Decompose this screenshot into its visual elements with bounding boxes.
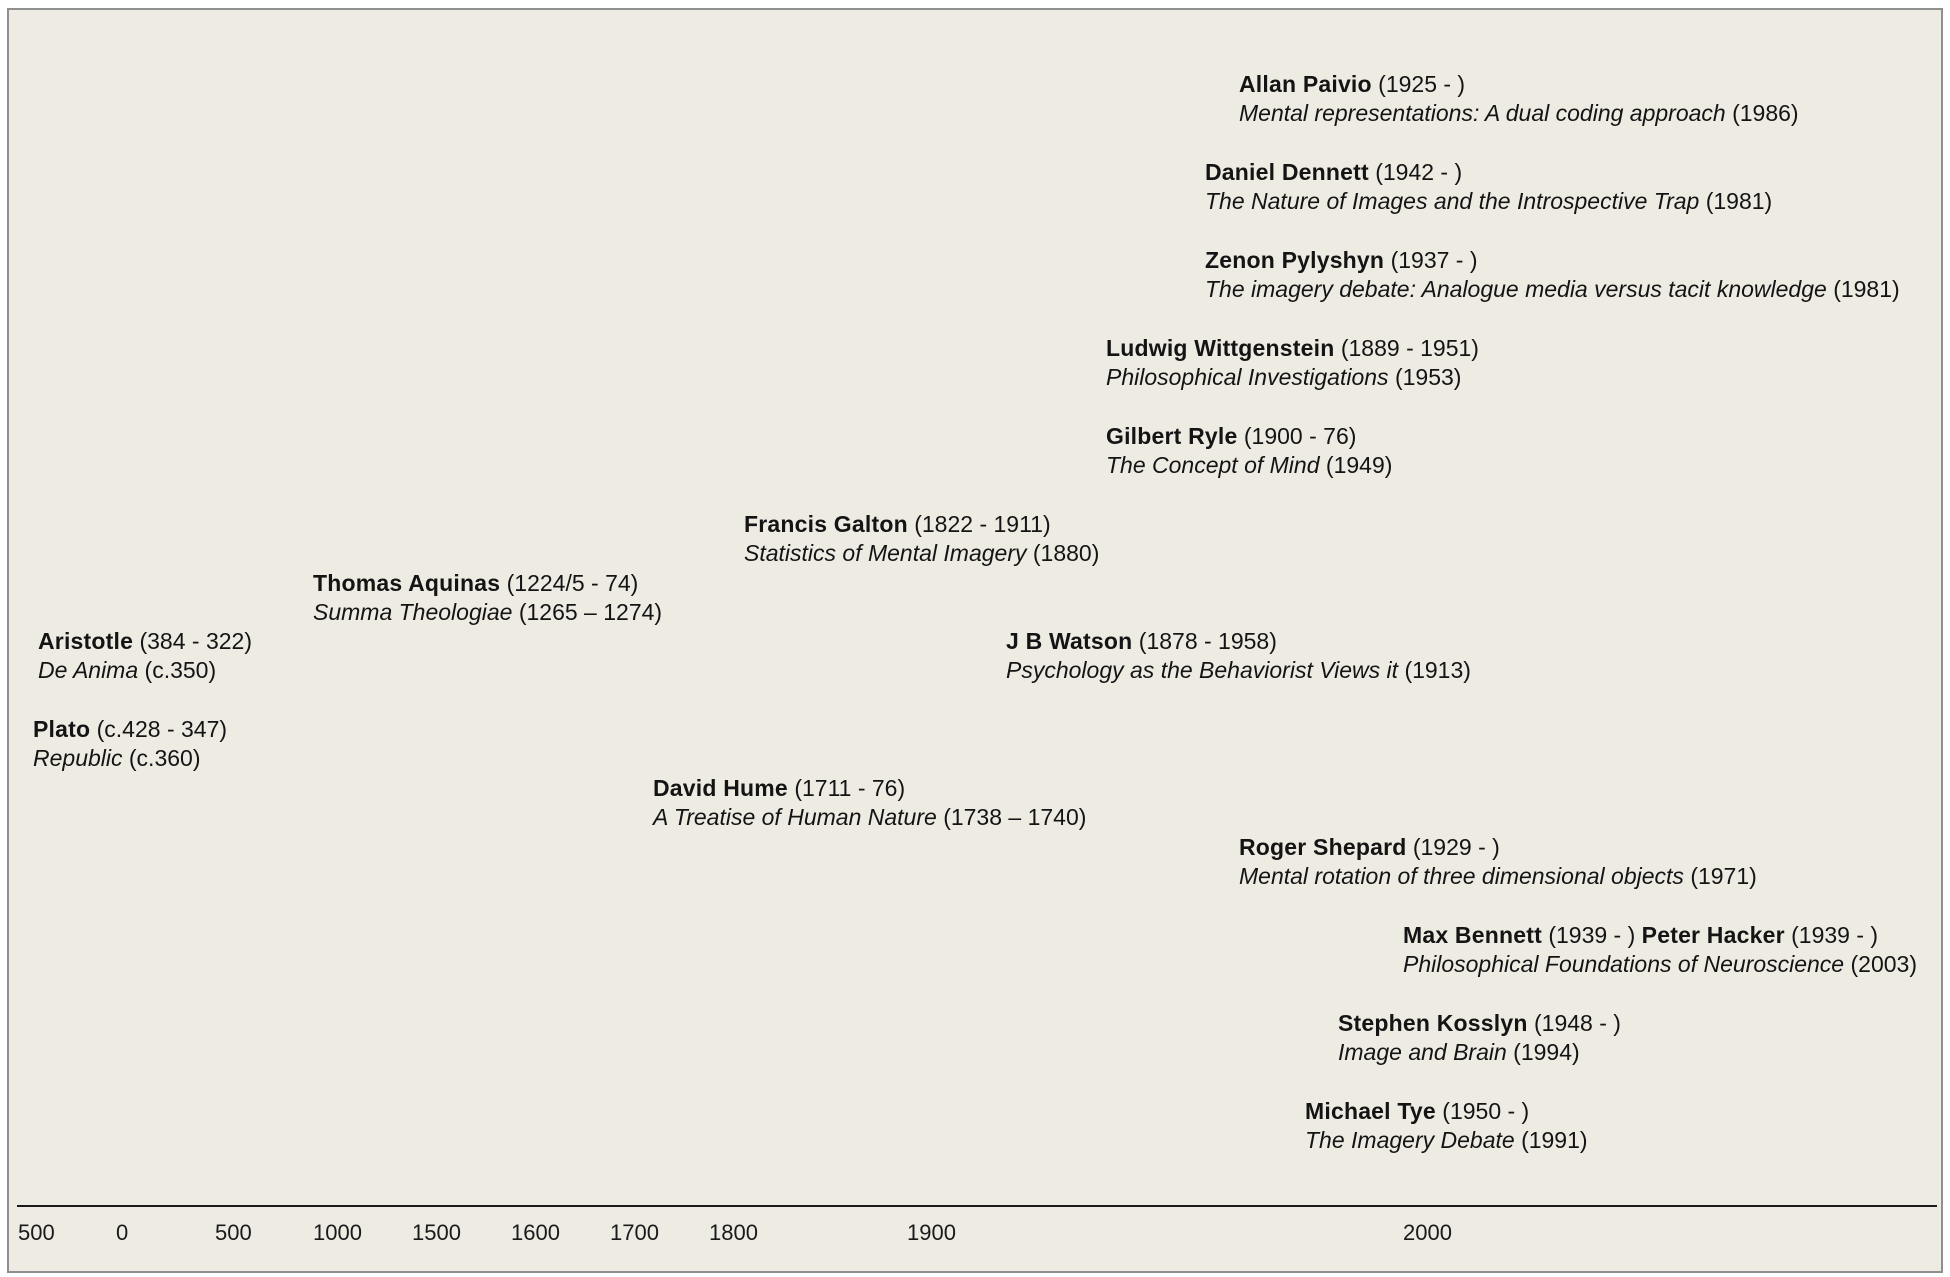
entry-wittgenstein (1106, 334, 1479, 392)
person-dates: (1900 - 76) (1243, 423, 1357, 449)
axis-tick-label: 1700 (610, 1220, 659, 1245)
entry-hume (653, 774, 1086, 832)
entry-paivio (1239, 70, 1799, 128)
person-dates: (1224/5 - 74) (506, 570, 639, 596)
work-year: (1953) (1394, 364, 1462, 390)
work-title: Statistics of Mental Imagery (744, 540, 1027, 566)
person-dates: (384 - 322) (139, 628, 252, 654)
person-name: Plato (33, 716, 91, 742)
work-title: Philosophical Investigations (1106, 364, 1389, 390)
work-year: (1986) (1732, 100, 1799, 126)
work-title: Mental representations: A dual coding approach (1239, 100, 1726, 126)
entry-aquinas (313, 569, 662, 627)
work-year: (1991) (1521, 1127, 1588, 1153)
person-dates: (1925 - ) (1378, 71, 1466, 97)
work-title: Summa Theologiae (313, 599, 513, 625)
person-dates: (1939 - ) (1548, 922, 1636, 948)
entry-shepard (1239, 833, 1757, 891)
entry-bennett-hacker (1403, 921, 1917, 979)
work-title: The imagery debate: Analogue media versus tacit knowledge (1205, 276, 1827, 302)
work-year: (1981) (1833, 276, 1900, 302)
work-title: The Nature of Images and the Introspective Trap (1205, 188, 1700, 214)
work-title: Philosophical Foundations of Neuroscience (1403, 951, 1845, 977)
person-name: Zenon Pylyshyn (1205, 247, 1385, 273)
entry-plato (33, 715, 227, 773)
person-name: Roger Shepard (1239, 834, 1407, 860)
person-name: Ludwig Wittgenstein (1106, 335, 1335, 361)
person-dates: (1711 - 76) (794, 775, 906, 801)
work-title: Mental rotation of three dimensional objects (1239, 863, 1684, 889)
person-name: J B Watson (1006, 628, 1133, 654)
person-dates: (c.428 - 347) (96, 716, 228, 742)
person-dates: (1889 - 1951) (1340, 335, 1479, 361)
person-name: Allan Paivio (1239, 71, 1372, 97)
work-year: (1738 – 1740) (943, 804, 1087, 830)
work-title: A Treatise of Human Nature (653, 804, 937, 830)
work-year: (1994) (1513, 1039, 1580, 1065)
axis-tick-label: 1800 (709, 1220, 758, 1245)
person-dates: (1950 - ) (1442, 1098, 1530, 1124)
axis-tick-label: 500 (18, 1220, 55, 1245)
work-title: The Imagery Debate (1305, 1127, 1515, 1153)
person-name: Michael Tye (1305, 1098, 1436, 1124)
axis-tick-label: 0 (116, 1220, 129, 1245)
axis-tick-label: 1600 (511, 1220, 560, 1245)
person-dates: (1929 - ) (1412, 834, 1500, 860)
person-dates: (1937 - ) (1390, 247, 1478, 273)
axis-tick-label: 1500 (412, 1220, 461, 1245)
work-year: (1265 – 1274) (518, 599, 663, 625)
person-dates-second: (1939 - ) (1791, 922, 1879, 948)
work-year: (c.360) (128, 745, 201, 771)
person-dates: (1948 - ) (1534, 1010, 1621, 1036)
timeline-panel (7, 8, 1943, 1273)
person-name: Max Bennett (1403, 922, 1542, 948)
work-title: Republic (33, 745, 123, 771)
work-title: Psychology as the Behaviorist Views it (1006, 657, 1399, 683)
person-name: Thomas Aquinas (313, 570, 501, 596)
axis-tick-label: 500 (215, 1220, 252, 1245)
timeline-axis (17, 1205, 1937, 1207)
entry-watson (1006, 627, 1471, 685)
work-year: (2003) (1850, 951, 1917, 977)
entry-galton (744, 510, 1099, 568)
axis-tick-label: 1900 (907, 1220, 956, 1245)
axis-tick-label: 1000 (313, 1220, 362, 1245)
work-year: (1981) (1705, 188, 1773, 214)
work-year: (1949) (1325, 452, 1393, 478)
work-title: Image and Brain (1338, 1039, 1507, 1065)
axis-tick-label: 2000 (1403, 1220, 1452, 1245)
entry-pylyshyn (1205, 246, 1900, 304)
entry-dennett (1205, 158, 1772, 216)
entry-aristotle (38, 627, 252, 685)
person-dates: (1878 - 1958) (1138, 628, 1277, 654)
person-name: Francis Galton (744, 511, 908, 537)
work-year: (1880) (1032, 540, 1100, 566)
entry-ryle (1106, 422, 1392, 480)
work-title: The Concept of Mind (1106, 452, 1320, 478)
person-name: Daniel Dennett (1205, 159, 1369, 185)
work-year: (c.350) (144, 657, 217, 683)
person-name: Stephen Kosslyn (1338, 1010, 1528, 1036)
work-year: (1913) (1404, 657, 1471, 683)
person-dates: (1942 - ) (1375, 159, 1463, 185)
person-name: David Hume (653, 775, 788, 801)
entry-kosslyn (1338, 1009, 1621, 1067)
person-name: Aristotle (38, 628, 134, 654)
work-year: (1971) (1690, 863, 1757, 889)
entry-tye (1305, 1097, 1588, 1155)
person-name-second: Peter Hacker (1641, 922, 1785, 948)
person-name: Gilbert Ryle (1106, 423, 1238, 449)
work-title: De Anima (38, 657, 139, 683)
person-dates: (1822 - 1911) (914, 511, 1051, 537)
